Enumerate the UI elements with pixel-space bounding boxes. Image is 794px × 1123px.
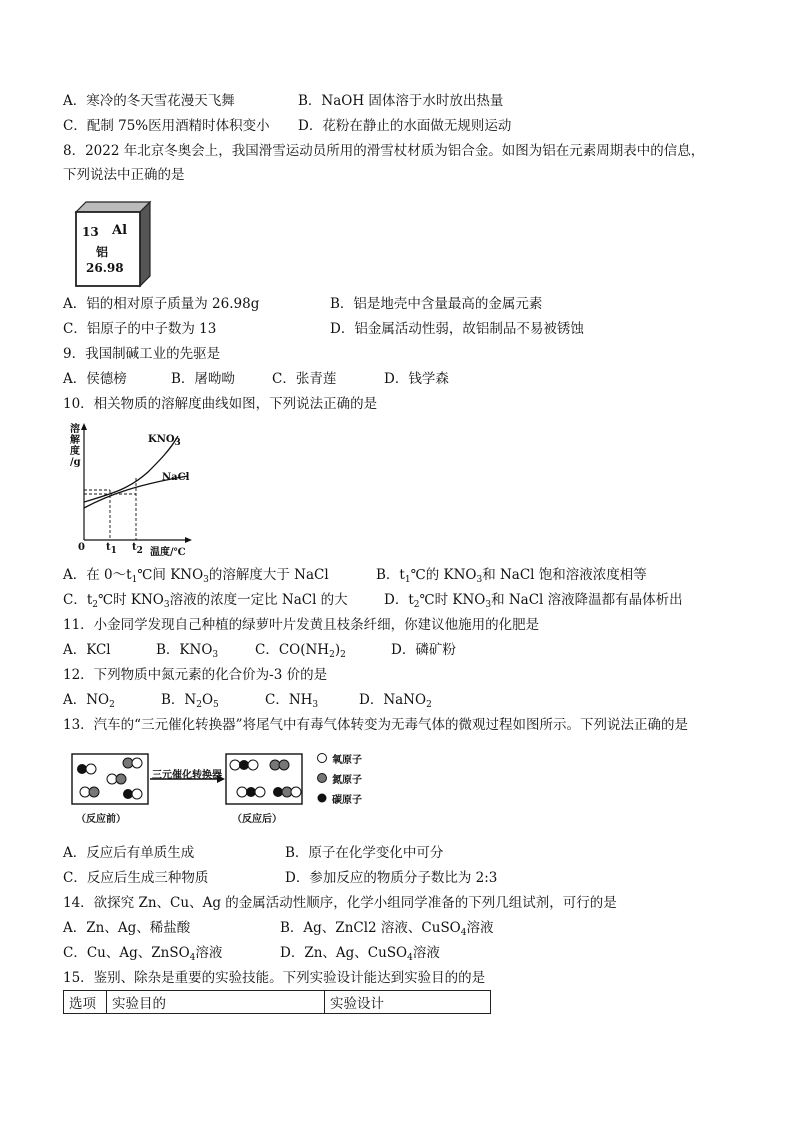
q8-option-b: B．铝是地壳中含量最高的金属元素 xyxy=(330,296,543,312)
solubility-curve-figure xyxy=(70,422,195,557)
chart-xlabel: 温度/℃ xyxy=(150,547,186,558)
q12-option-b: B．$N_2O_5$ xyxy=(161,692,219,710)
q15-stem: 15．鉴别、除杂是重要的实验技能。下列实验设计能达到实验目的的是 xyxy=(63,970,486,986)
chart-ylabel-1: 溶 xyxy=(70,424,80,435)
q13-option-d: D．参加反应的物质分子数比为 2:3 xyxy=(285,870,498,886)
q8-option-a: A．铝的相对原子质量为 26.98g xyxy=(63,296,260,312)
chart-label-nacl: NaCl xyxy=(162,472,190,483)
q10-option-c: C．$t_2℃$时 $KNO_3$溶液的浓度一定比 NaCl 的大 xyxy=(63,592,348,610)
q9-stem: 9．我国制碱工业的先驱是 xyxy=(63,346,221,362)
q13-option-a: A．反应后有单质生成 xyxy=(63,845,195,861)
aluminum-element-tile xyxy=(70,200,160,290)
q10-option-b: B．$t_1℃$的 $KNO_3$和 NaCl 饱和溶液浓度相等 xyxy=(376,567,647,585)
q14-option-a: A．Zn、Ag、稀盐酸 xyxy=(63,920,191,936)
q14-option-d: D．Zn、Ag、CuSO$_4$溶液 xyxy=(280,945,440,963)
q13-stem: 13．汽车的“三元催化转换器”将尾气中有毒气体转变为无毒气体的微观过程如图所示。下列说法正确的是 xyxy=(63,717,688,733)
q11-option-b: B．$KNO_3$ xyxy=(156,642,219,660)
q14-stem: 14．欲探究 Zn、Cu、Ag 的金属活动性顺序，化学小组同学准备的下列几组试剂，可行的是 xyxy=(63,895,617,911)
chart-tick-t2: t2 xyxy=(132,542,143,556)
table-header-row xyxy=(64,991,491,1014)
q8-option-d: D．铝金属活动性弱，故铝制品不易被锈蚀 xyxy=(330,321,584,337)
q12-option-d: D．NaNO$_2$ xyxy=(359,692,432,710)
q9-option-a: A．侯德榜 xyxy=(63,371,127,387)
catalytic-converter-diagram xyxy=(70,750,380,830)
diagram-before-label: （反应前） xyxy=(76,814,126,825)
q7-option-d: D．花粉在静止的水面做无规则运动 xyxy=(298,118,512,134)
q7-option-a: A．寒冷的冬天雪花漫天飞舞 xyxy=(63,93,235,109)
q7-option-c: C．配制 75%医用酒精时体积变小 xyxy=(63,118,270,134)
q12-option-a: A．$NO_2$ xyxy=(63,692,115,710)
q13-option-c: C．反应后生成三种物质 xyxy=(63,870,209,886)
q11-stem: 11．小金同学发现自己种植的绿萝叶片发黄且枝条纤细，你建议他施用的化肥是 xyxy=(63,617,540,633)
q10-stem: 10．相关物质的溶解度曲线如图，下列说法正确的是 xyxy=(63,396,378,412)
q12-stem: 12．下列物质中氮元素的化合价为-3 价的是 xyxy=(63,667,328,683)
chart-ylabel-3: 度 xyxy=(70,446,80,457)
chart-ylabel-4: /g xyxy=(70,457,81,468)
table-header-design: 实验设计 xyxy=(325,991,491,1014)
chart-origin: 0 xyxy=(78,542,85,553)
tile-atomic-mass: 26.98 xyxy=(86,261,124,275)
diagram-arrow-label: 三元催化转换器 xyxy=(152,770,222,781)
q11-option-a: A．KCl xyxy=(63,642,111,658)
q10-option-d: D．$t_2℃$时 $KNO_3$和 NaCl 溶液降温都有晶体析出 xyxy=(384,592,683,610)
q9-option-b: B．屠呦呦 xyxy=(171,371,235,387)
table-header-purpose: 实验目的 xyxy=(107,991,325,1014)
legend-nitrogen-atom: 氮原子 xyxy=(332,775,362,786)
chart-ylabel-2: 解 xyxy=(70,435,80,446)
q8-stem-line1: 8．2022 年北京冬奥会上，我国滑雪运动员所用的滑雪杖材质为铝合金。如图为铝在元素周期表中的信息， xyxy=(63,143,705,159)
legend-oxygen-atom: 氧原子 xyxy=(332,755,362,766)
chart-tick-t1: t1 xyxy=(106,542,117,556)
q14-option-c: C．Cu、Ag、ZnSO$_4$溶液 xyxy=(63,945,223,963)
q12-option-c: C．$NH_3$ xyxy=(265,692,319,710)
table-header-option: 选项 xyxy=(64,991,107,1014)
q8-option-c: C．铝原子的中子数为 13 xyxy=(63,321,217,337)
diagram-after-label: （反应后） xyxy=(232,814,282,825)
tile-atomic-number: 13 xyxy=(82,225,99,239)
q8-stem-line2: 下列说法中正确的是 xyxy=(63,167,185,183)
chart-label-kno3: KNO3 xyxy=(148,434,181,448)
q9-option-c: C．张青莲 xyxy=(272,371,337,387)
tile-symbol: Al xyxy=(112,223,128,238)
q14-option-b: B．Ag、ZnCl2 溶液、CuSO$_4$溶液 xyxy=(280,920,494,938)
q13-option-b: B．原子在化学变化中可分 xyxy=(285,845,444,861)
q7-option-b: B．NaOH 固体溶于水时放出热量 xyxy=(298,93,504,109)
q11-option-d: D．磷矿粉 xyxy=(391,642,456,658)
tile-element-name: 铝 xyxy=(96,245,109,259)
q9-option-d: D．钱学森 xyxy=(384,371,449,387)
q10-option-a: A．在 $0\sim t_1℃$间 $KNO_3$的溶解度大于 NaCl xyxy=(63,567,329,585)
q11-option-c: C．$CO(NH_2)_2$ xyxy=(255,642,346,660)
legend-carbon-atom: 碳原子 xyxy=(332,795,362,806)
q15-table xyxy=(63,990,491,1014)
